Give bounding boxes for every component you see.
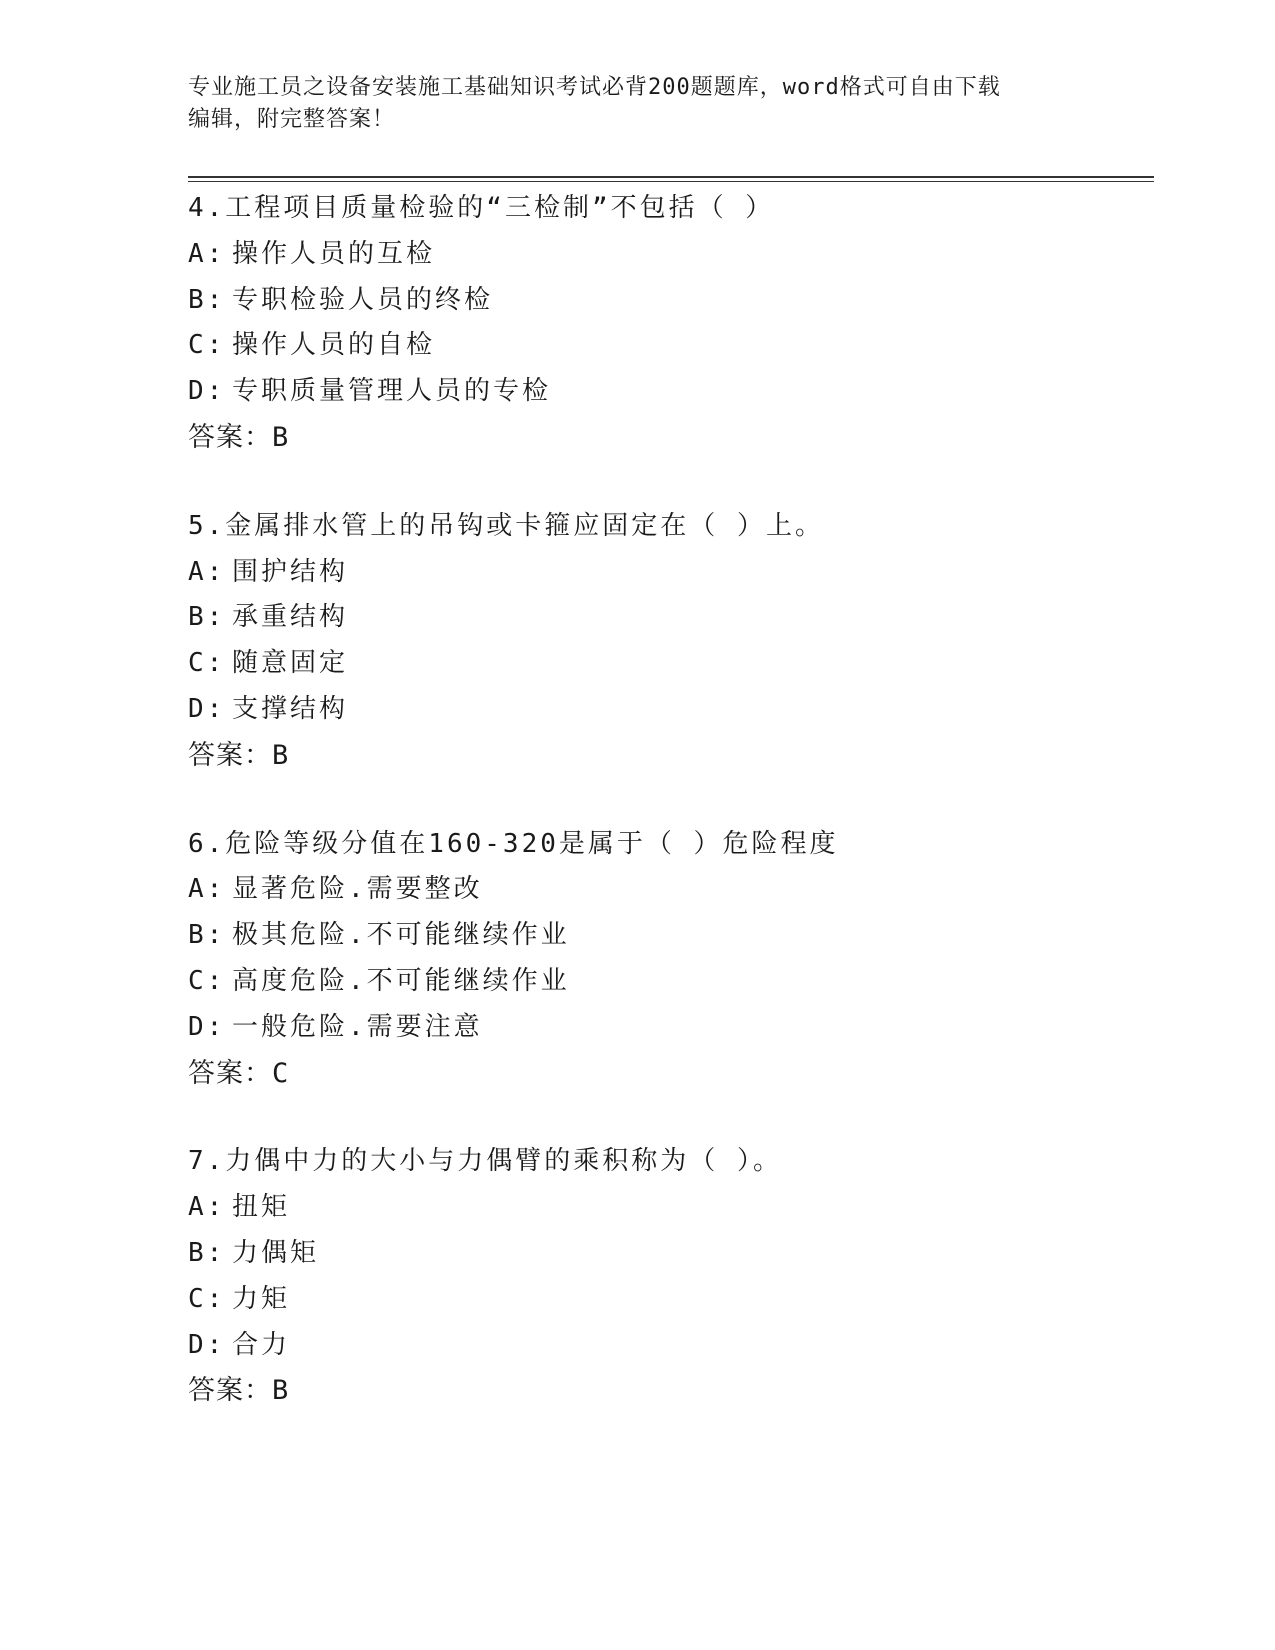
option-d (188, 369, 1148, 415)
option-letter: A: (188, 1192, 226, 1223)
question-stem: 6.危险等级分值在160-320是属于（ ）危险程度 (188, 828, 839, 859)
question-list (188, 186, 1148, 1457)
answer-value: B (272, 739, 290, 771)
answer-value: B (272, 421, 290, 453)
option-letter: C: (188, 965, 226, 996)
option-a (188, 1185, 1148, 1231)
option-b (188, 595, 1148, 641)
option-d (188, 1005, 1148, 1051)
answer-label: 答案： (188, 739, 272, 771)
header-divider-thin (188, 181, 1154, 182)
option-text: 极其危险.不可能继续作业 (232, 920, 570, 951)
option-letter: C: (188, 1283, 226, 1314)
option-a (188, 867, 1148, 913)
option-text: 承重结构 (232, 602, 349, 633)
option-a (188, 232, 1148, 278)
option-c (188, 641, 1148, 687)
answer-line (188, 415, 1148, 461)
answer-value: B (272, 1375, 290, 1407)
option-letter: B: (188, 602, 226, 633)
option-letter: A: (188, 238, 226, 269)
option-text: 操作人员的互检 (232, 238, 436, 269)
answer-line (188, 733, 1148, 779)
option-b (188, 1231, 1148, 1277)
option-letter: D: (188, 1011, 226, 1042)
option-text: 专职检验人员的终检 (232, 284, 494, 315)
option-letter: B: (188, 920, 226, 951)
option-letter: A: (188, 556, 226, 587)
option-text: 操作人员的自检 (232, 330, 436, 361)
header-line-1: 专业施工员之设备安装施工基础知识考试必背200题题库，word格式可自由下载 (188, 75, 1001, 100)
question-7 (188, 1139, 1148, 1414)
answer-label: 答案： (188, 421, 272, 453)
question-stem: 5.金属排水管上的吊钩或卡箍应固定在（ ）上。 (188, 510, 824, 541)
option-d (188, 1323, 1148, 1369)
option-letter: A: (188, 874, 226, 905)
option-letter: C: (188, 648, 226, 679)
answer-value: C (272, 1057, 290, 1089)
answer-label: 答案： (188, 1375, 272, 1407)
option-text: 专职质量管理人员的专检 (232, 376, 552, 407)
option-c (188, 323, 1148, 369)
header-divider-thick (188, 176, 1154, 178)
option-text: 支撑结构 (232, 693, 349, 724)
option-letter: B: (188, 284, 226, 315)
option-text: 一般危险.需要注意 (232, 1011, 483, 1042)
option-b (188, 278, 1148, 324)
answer-line (188, 1051, 1148, 1097)
option-c (188, 959, 1148, 1005)
option-letter: D: (188, 1329, 226, 1360)
option-letter: B: (188, 1237, 226, 1268)
option-text: 显著危险.需要整改 (232, 874, 483, 905)
question-stem: 4.工程项目质量检验的“三检制”不包括（ ） (188, 193, 775, 223)
question-stem: 7.力偶中力的大小与力偶臂的乘积称为（ ）。 (188, 1146, 782, 1177)
option-b (188, 913, 1148, 959)
document-header (188, 72, 1068, 136)
answer-label: 答案： (188, 1057, 272, 1089)
option-letter: D: (188, 693, 226, 724)
option-c (188, 1277, 1148, 1323)
question-4 (188, 186, 1148, 461)
answer-line (188, 1368, 1148, 1414)
option-text: 扭矩 (232, 1192, 291, 1223)
option-text: 围护结构 (232, 556, 349, 587)
question-5 (188, 504, 1148, 779)
option-a (188, 550, 1148, 596)
option-text: 高度危险.不可能继续作业 (232, 965, 570, 996)
question-6 (188, 822, 1148, 1097)
header-line-2: 编辑，附完整答案！ (188, 107, 396, 132)
option-text: 合力 (232, 1329, 291, 1360)
option-text: 力偶矩 (232, 1237, 320, 1268)
option-text: 随意固定 (232, 648, 349, 679)
option-letter: C: (188, 330, 226, 361)
option-letter: D: (188, 376, 226, 407)
option-d (188, 687, 1148, 733)
option-text: 力矩 (232, 1283, 291, 1314)
